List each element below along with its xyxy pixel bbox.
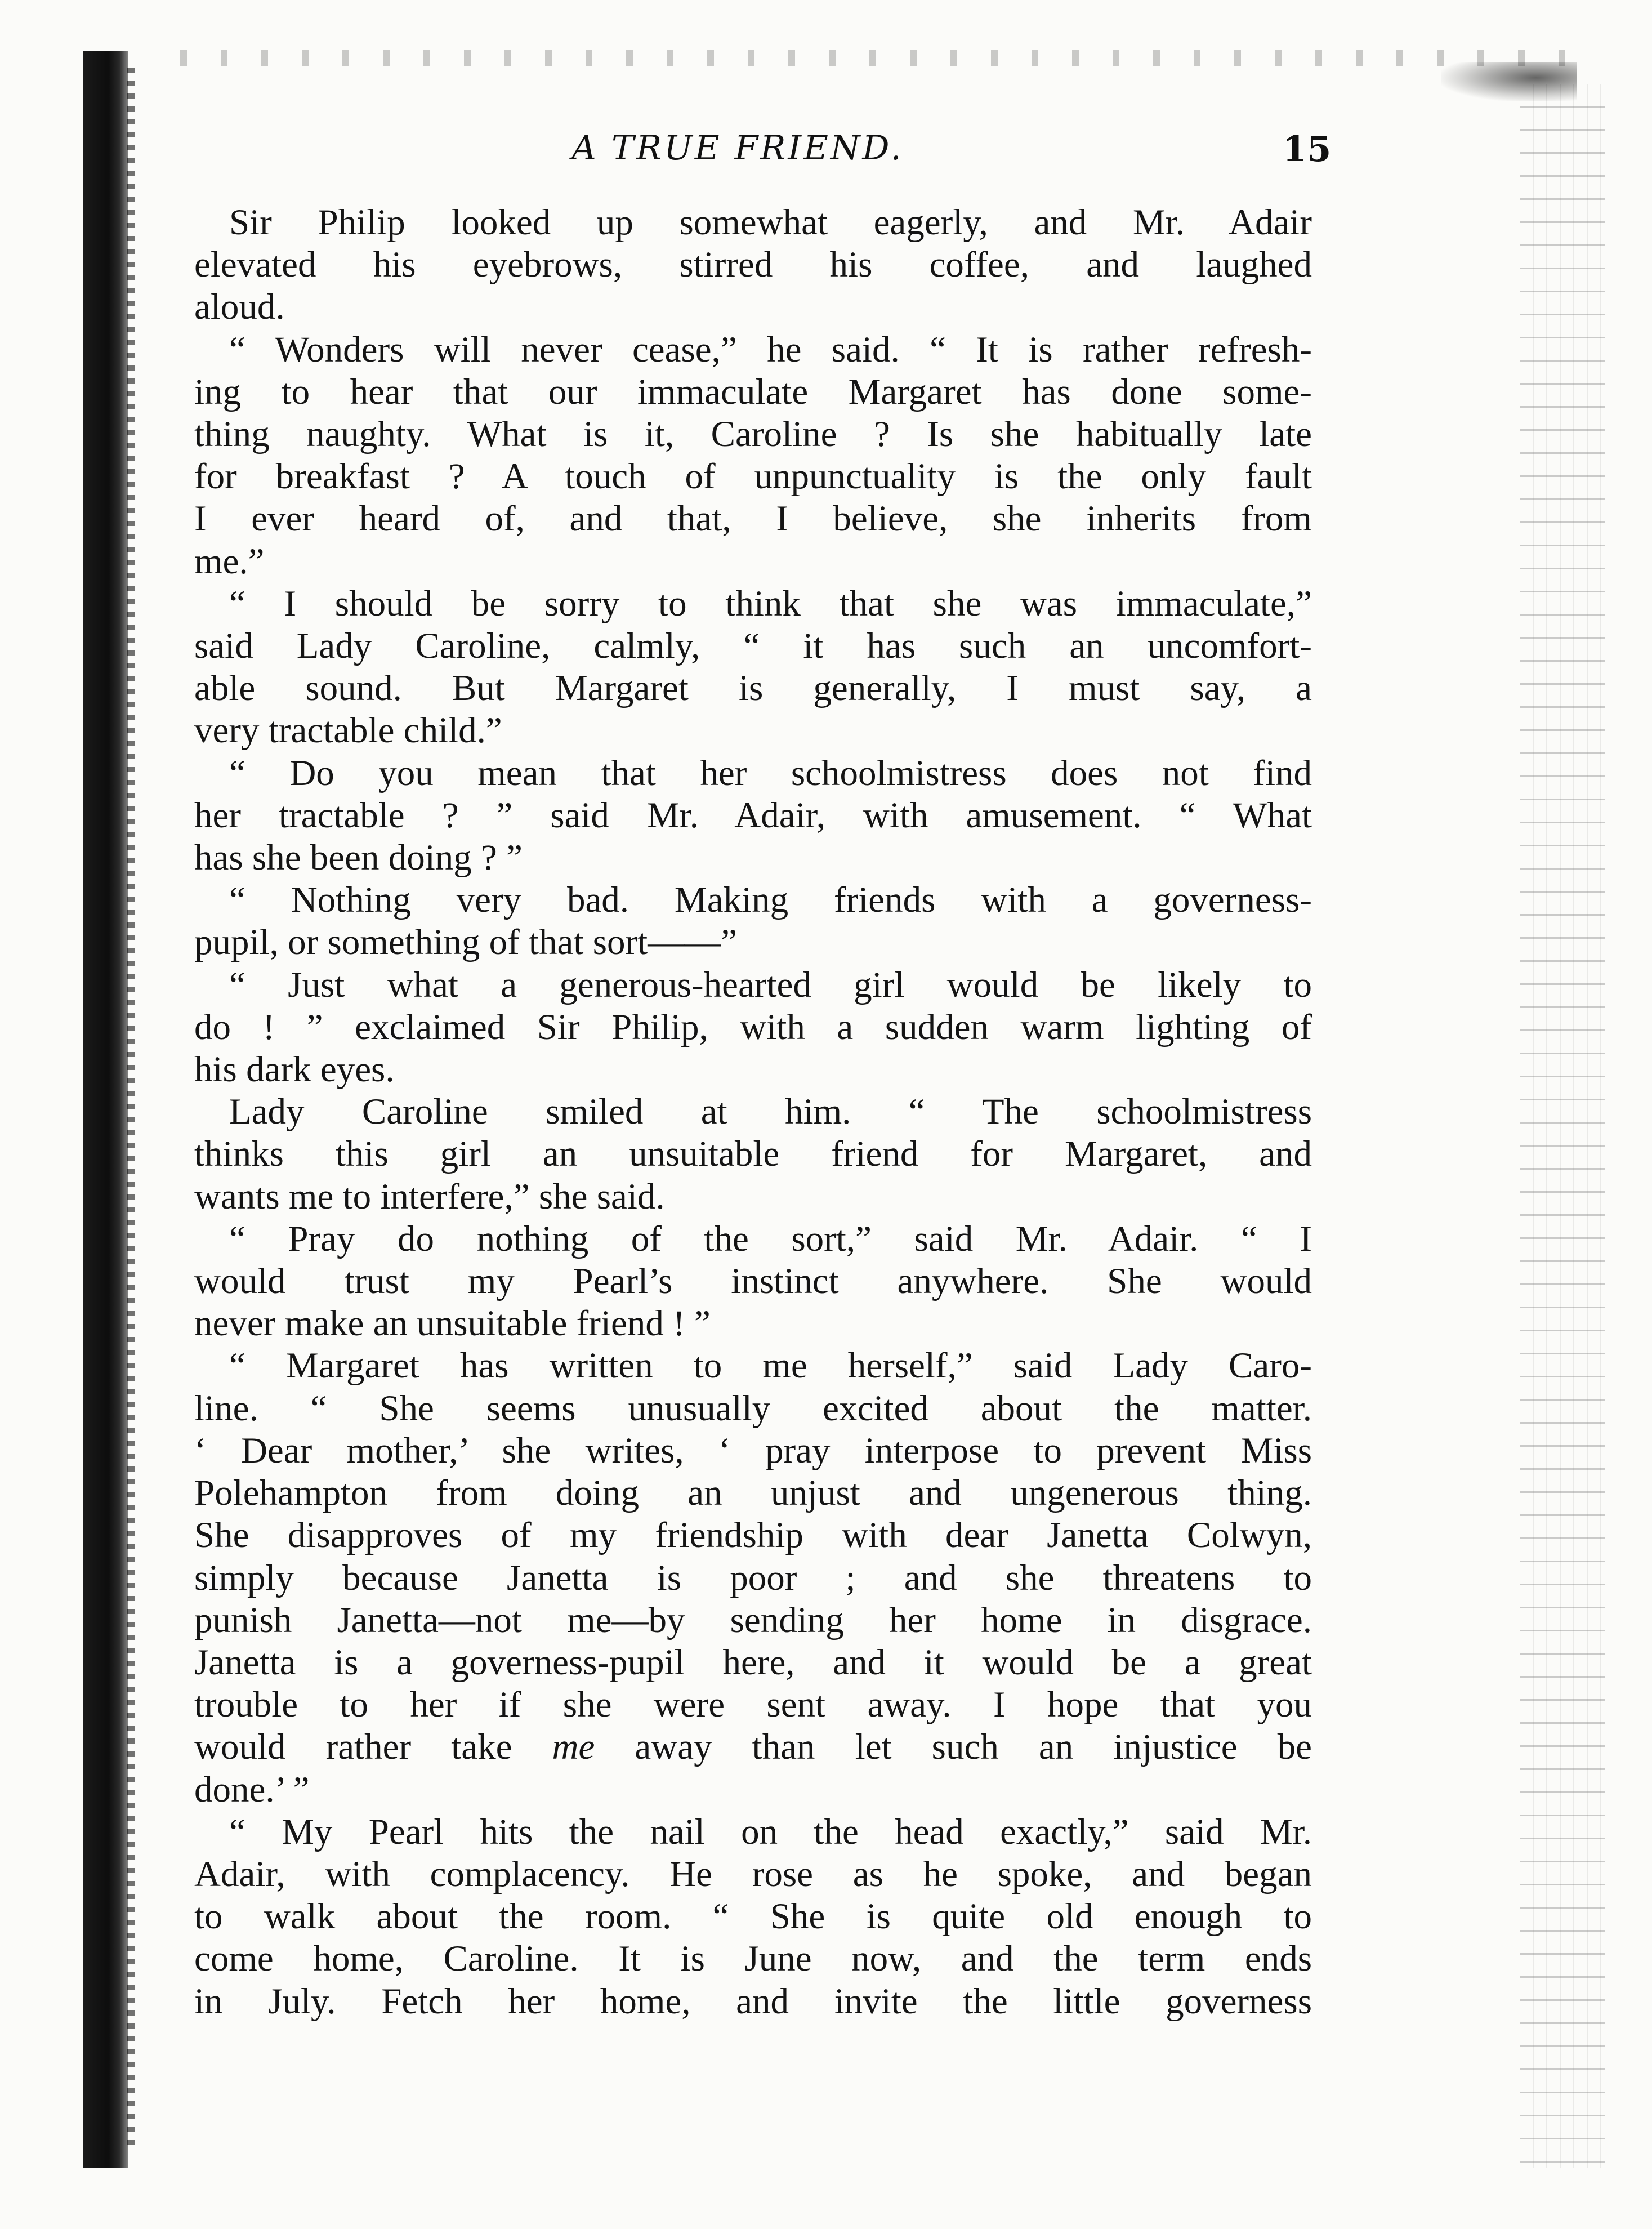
text-line: She disapproves of my friendship with dear Janetta Colwyn,	[194, 1515, 1312, 1556]
text-line: her tractable ? ” said Mr. Adair, with amusement. “ What	[194, 795, 1312, 836]
text-line: Lady Caroline smiled at him. “ The schoolmistress	[229, 1091, 1312, 1133]
text-fragment: would rather take	[194, 1727, 552, 1768]
text-line-with-italic	[194, 1726, 1312, 1768]
text-line: thing naughty. What is it, Caroline ? Is she habitually late	[194, 414, 1312, 455]
text-line: in July. Fetch her home, and invite the little governess	[194, 1981, 1312, 2022]
text-line: very tractable child.”	[194, 710, 502, 751]
text-line: said Lady Caroline, calmly, “ it has such an uncomfort-	[194, 626, 1312, 667]
text-line: “ Pray do nothing of the sort,” said Mr. Adair. “ I	[229, 1218, 1312, 1259]
text-line: trouble to her if she were sent away. I hope that you	[194, 1684, 1312, 1726]
text-line: for breakfast ? A touch of unpunctuality is the only fault	[194, 456, 1312, 497]
text-line: Polehampton from doing an unjust and ungenerous thing.	[194, 1473, 1312, 1514]
text-line: aloud.	[194, 287, 285, 328]
text-line: do ! ” exclaimed Sir Philip, with a sudden warm lighting of	[194, 1006, 1312, 1047]
text-line: ‘ Dear mother,’ she writes, ‘ pray interpose to prevent Miss	[194, 1430, 1312, 1471]
text-line: done.’ ”	[194, 1769, 310, 1810]
binding-edge-texture	[127, 68, 135, 2151]
text-line: “ My Pearl hits the nail on the head exactly,” said Mr.	[229, 1811, 1312, 1852]
text-line: wants me to interfere,” she said.	[194, 1176, 665, 1217]
text-line: “ Margaret has written to me herself,” said Lady Caro-	[229, 1345, 1312, 1387]
text-line: never make an unsuitable friend ! ”	[194, 1303, 711, 1344]
text-line: “ I should be sorry to think that she was immaculate,”	[229, 583, 1312, 624]
text-line: able sound. But Margaret is generally, I must say, a	[194, 668, 1312, 709]
text-line: thinks this girl an unsuitable friend for Margaret, and	[194, 1134, 1312, 1175]
text-line: would trust my Pearl’s instinct anywhere. She would	[194, 1261, 1312, 1302]
text-line: to walk about the room. “ She is quite old enough to	[194, 1896, 1312, 1937]
right-page-edge-speckle	[1520, 84, 1605, 2168]
text-line: simply because Janetta is poor ; and she threatens to	[194, 1557, 1312, 1598]
text-line: Janetta is a governess-pupil here, and it would be a great	[194, 1642, 1312, 1683]
text-line: “ Do you mean that her schoolmistress does not find	[229, 752, 1312, 793]
text-line: “ Wonders will never cease,” he said. “ It is rather refresh-	[229, 329, 1312, 370]
text-line: pupil, or something of that sort——”	[194, 922, 738, 963]
text-line: punish Janetta—not me—by sending her home in disgrace.	[194, 1599, 1312, 1640]
text-line: line. “ She seems unusually excited about the matter.	[194, 1388, 1312, 1429]
text-line: Sir Philip looked up somewhat eagerly, and Mr. Adair	[229, 202, 1312, 243]
text-line: come home, Caroline. It is June now, and the term ends	[194, 1938, 1312, 1980]
text-line: I ever heard of, and that, I believe, she inherits from	[194, 498, 1312, 540]
text-line: me.”	[194, 541, 265, 582]
italic-word: me	[552, 1727, 595, 1768]
text-line: elevated his eyebrows, stirred his coffee, and laughed	[194, 244, 1312, 286]
body-text	[194, 202, 1312, 2023]
text-line: “ Nothing very bad. Making friends with a governess-	[229, 880, 1312, 921]
text-line: ing to hear that our immaculate Margaret has done some-	[194, 371, 1312, 412]
text-line: has she been doing ? ”	[194, 837, 523, 879]
book-binding-shadow	[83, 51, 128, 2168]
page-number: 15	[1283, 128, 1332, 170]
text-line: “ Just what a generous-hearted girl would be likely to	[229, 964, 1312, 1005]
top-edge-speckle	[146, 50, 1582, 66]
text-line: Adair, with complacency. He rose as he spoke, and began	[194, 1853, 1312, 1894]
text-line: his dark eyes.	[194, 1049, 395, 1090]
running-title: A TRUE FRIEND.	[571, 128, 904, 168]
text-fragment: away than let such an injustice be	[595, 1727, 1312, 1768]
